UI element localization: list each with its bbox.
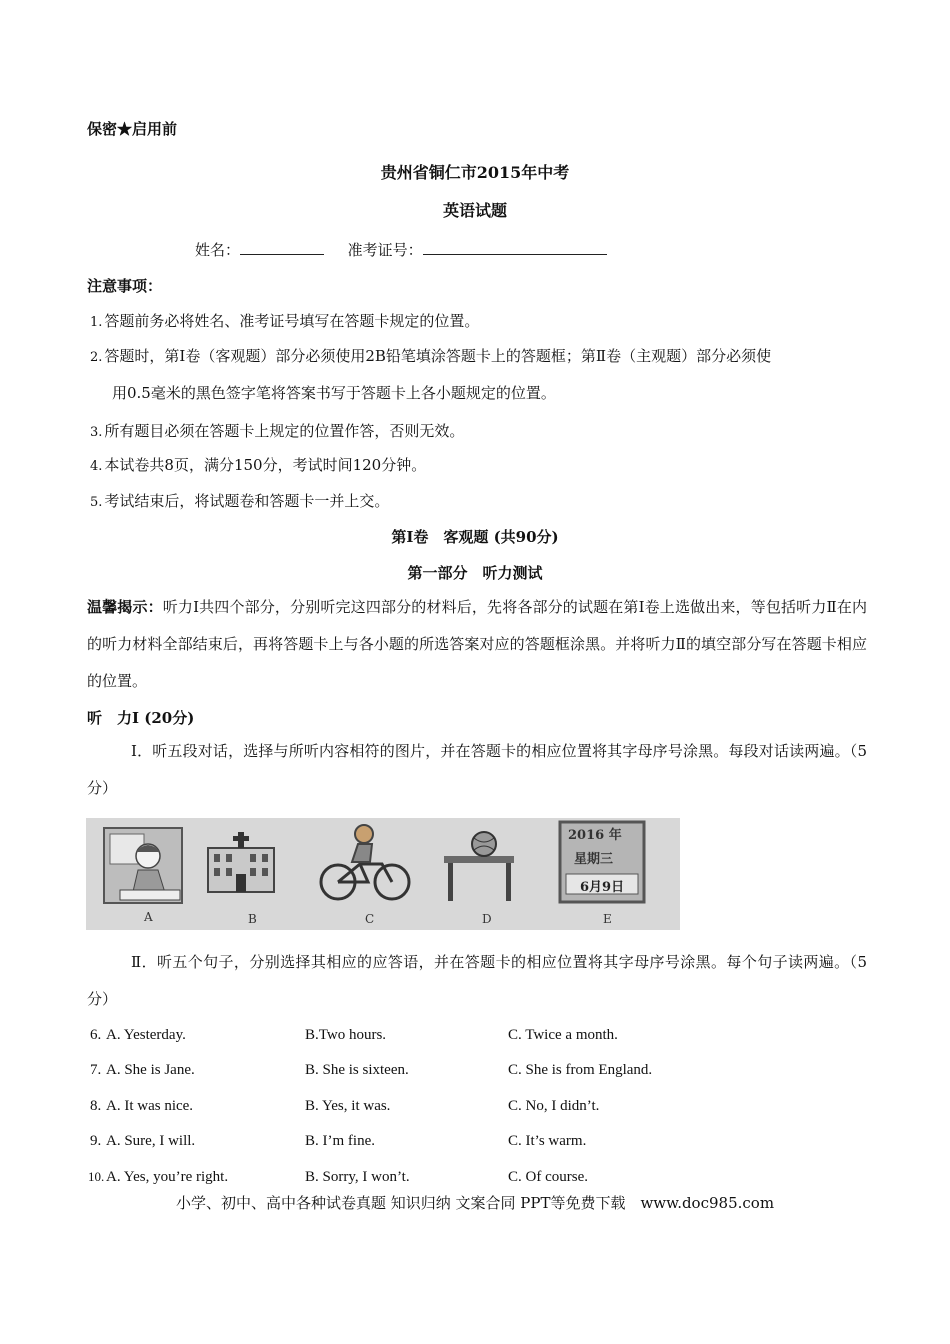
option-b: B. I’m fine. <box>305 1133 375 1149</box>
option-c: C. She is from England. <box>508 1062 653 1078</box>
tips-text: 听力Ⅰ共四个部分，分别听完这四部分的材料后，先将各部分的试题在第Ⅰ卷上选做出来，等包括听力Ⅱ在内的听力材料全部结束后，再将答题卡上与各小题的所选答案对应的答题框涂黑。并将听力Ⅱ的填空部分写在答题卡相应的位置。 <box>87 598 867 690</box>
option-c: C. No, I didn’t. <box>508 1098 600 1114</box>
calendar-year: 2016 年 <box>568 828 622 843</box>
notes-heading: 注意事项： <box>87 277 163 295</box>
calendar-weekday: 星期三 <box>574 852 614 867</box>
note-item: 4. 本试卷共8页，满分150分，考试时间120分钟。 <box>90 456 427 474</box>
option-b: B. Yes, it was. <box>305 1098 391 1114</box>
note-item-continued: 用0.5毫米的黑色签字笔将答案书写于答题卡上各小题规定的位置。 <box>112 384 556 402</box>
confidential-label: 保密★启用前 <box>87 120 178 138</box>
name-blank <box>240 240 324 255</box>
question-number: 8. <box>90 1098 102 1114</box>
option-b: B.Two hours. <box>305 1027 387 1043</box>
picture-label-a: A <box>144 910 153 924</box>
option-a: A. Yes, you’re right. <box>106 1169 229 1185</box>
listening-part2-instructions: Ⅱ．听五个句子，分别选择其相应的应答语，并在答题卡的相应位置将其字母序号涂黑。每个句子读两遍。（5分） <box>87 953 867 1008</box>
section-title: 第Ⅰ卷 客观题 (共90分) <box>391 528 559 546</box>
listening-part1-instructions: Ⅰ．听五段对话，选择与所听内容相符的图片，并在答题卡的相应位置将其字母序号涂黑。每段对话读两遍。（5分） <box>87 742 867 797</box>
id-label: 准考证号： <box>347 241 423 259</box>
option-a: A. She is Jane. <box>106 1062 195 1078</box>
option-b: B. Sorry, I won’t. <box>305 1169 410 1185</box>
exam-title: 贵州省铜仁市2015年中考 <box>380 163 570 182</box>
footer-text: 小学、初中、高中各种试卷真题 知识归纳 文案合同 PPT等免费下载 www.doc985.com <box>175 1194 775 1212</box>
calendar-date: 6月9日 <box>580 880 625 895</box>
note-item: 3. 所有题目必须在答题卡上规定的位置作答，否则无效。 <box>90 422 465 440</box>
student-reading-icon <box>104 828 182 903</box>
note-item: 5. 考试结束后，将试题卷和答题卡一并上交。 <box>90 492 390 510</box>
note-item: 1. 答题前务必将姓名、准考证号填写在答题卡规定的位置。 <box>90 312 480 330</box>
listening-heading: 听 力Ⅰ (20分) <box>87 709 195 727</box>
note-item: 2. 答题时，第Ⅰ卷（客观题）部分必须使用2B铅笔填涂答题卡上的答题框；第Ⅱ卷（主观题）部分必须使 <box>90 347 772 365</box>
option-a: A. Yesterday. <box>106 1027 186 1043</box>
option-b: B. She is sixteen. <box>305 1062 409 1078</box>
option-c: C. Of course. <box>508 1169 588 1185</box>
part-title: 第一部分 听力测试 <box>407 564 543 582</box>
id-blank <box>423 240 607 255</box>
question-number: 7. <box>90 1062 102 1078</box>
picture-strip <box>86 818 680 930</box>
option-a: A. Sure, I will. <box>106 1133 196 1149</box>
question-number: 10. <box>88 1169 105 1184</box>
picture-label-e: E <box>603 912 612 926</box>
exam-subtitle: 英语试题 <box>442 201 507 220</box>
tips-label: 温馨揭示： <box>87 598 163 616</box>
picture-label-d: D <box>482 912 492 926</box>
option-c: C. It’s warm. <box>508 1133 587 1149</box>
tips-paragraph <box>87 589 867 700</box>
candidate-info <box>195 239 607 260</box>
picture-label-b: B <box>248 912 257 926</box>
name-label: 姓名： <box>195 241 241 259</box>
picture-label-c: C <box>365 912 375 926</box>
option-c: C. Twice a month. <box>508 1027 618 1043</box>
option-a: A. It was nice. <box>106 1098 194 1114</box>
question-number: 9. <box>90 1133 102 1149</box>
question-number: 6. <box>90 1027 102 1043</box>
